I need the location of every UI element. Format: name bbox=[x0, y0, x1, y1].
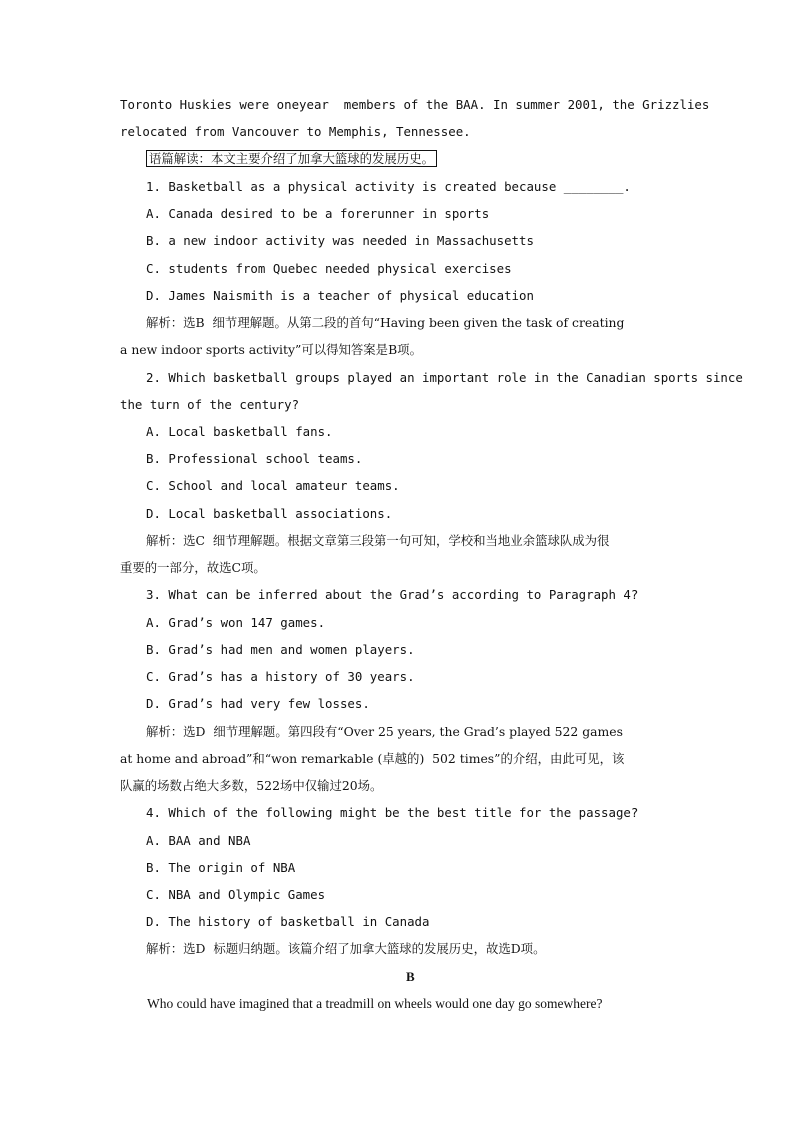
intro-line-1: Toronto Huskies were oneyear members of the BAA. In summer 2001, the Grizzlies bbox=[120, 97, 710, 112]
passage-summary bbox=[146, 151, 437, 167]
question-4-analysis: 解析：选D 标题归纳题。该篇介绍了加拿大篮球的发展历史，故选D项。 bbox=[146, 941, 546, 956]
summary-box: 语篇解读：本文主要介绍了加拿大篮球的发展历史。 bbox=[146, 150, 437, 167]
question-3-option-c: C. Grad’s has a history of 30 years. bbox=[146, 669, 415, 684]
question-1-option-c: C. students from Quebec needed physical exercises bbox=[146, 261, 512, 276]
question-3-analysis-1: 解析：选D 细节理解题。第四段有“Over 25 years, the Grad’s played 522 games bbox=[146, 724, 623, 739]
question-4-option-a: A. BAA and NBA bbox=[146, 833, 251, 848]
question-4-option-b: B. The origin of NBA bbox=[146, 860, 296, 875]
question-4-option-c: C. NBA and Olympic Games bbox=[146, 887, 326, 902]
question-3-option-b: B. Grad’s had men and women players. bbox=[146, 642, 415, 657]
question-2-option-d: D. Local basketball associations. bbox=[146, 506, 393, 521]
question-1-stem: 1. Basketball as a physical activity is created because ________. bbox=[146, 179, 631, 194]
question-3-option-d: D. Grad’s had very few losses. bbox=[146, 696, 370, 711]
question-4-stem: 4. Which of the following might be the best title for the passage? bbox=[146, 805, 639, 820]
section-b-heading: B bbox=[406, 969, 415, 984]
question-2-analysis-1: 解析：选C 细节理解题。根据文章第三段第一句可知，学校和当地业余篮球队成为很 bbox=[146, 533, 610, 548]
section-b-first-line: Who could have imagined that a treadmill on wheels would one day go somewhere? bbox=[147, 996, 603, 1011]
question-2-stem-1: 2. Which basketball groups played an important role in the Canadian sports since bbox=[146, 370, 743, 385]
question-3-analysis-2: at home and abroad”和“won remarkable (卓越的) 502 times”的介绍，由此可见，该 bbox=[120, 751, 625, 766]
question-1-option-d: D. James Naismith is a teacher of physical education bbox=[146, 288, 534, 303]
question-4-option-d: D. The history of basketball in Canada bbox=[146, 914, 430, 929]
question-1-analysis-2: a new indoor sports activity”可以得知答案是B项。 bbox=[120, 342, 422, 357]
question-2-analysis-2: 重要的一部分，故选C项。 bbox=[120, 560, 266, 575]
question-2-option-a: A. Local basketball fans. bbox=[146, 424, 333, 439]
question-1-option-a: A. Canada desired to be a forerunner in sports bbox=[146, 206, 490, 221]
question-3-analysis-3: 队赢的场数占绝大多数，522场中仅输过20场。 bbox=[120, 778, 383, 793]
question-1-analysis-1: 解析：选B 细节理解题。从第二段的首句“Having been given the task of creating bbox=[146, 315, 625, 330]
question-3-stem: 3. What can be inferred about the Grad’s according to Paragraph 4? bbox=[146, 587, 639, 602]
intro-line-2: relocated from Vancouver to Memphis, Tennessee. bbox=[120, 124, 471, 139]
question-2-option-c: C. School and local amateur teams. bbox=[146, 478, 400, 493]
question-1-option-b: B. a new indoor activity was needed in Massachusetts bbox=[146, 233, 534, 248]
question-2-option-b: B. Professional school teams. bbox=[146, 451, 363, 466]
question-2-stem-2: the turn of the century? bbox=[120, 397, 300, 412]
question-3-option-a: A. Grad’s won 147 games. bbox=[146, 615, 326, 630]
